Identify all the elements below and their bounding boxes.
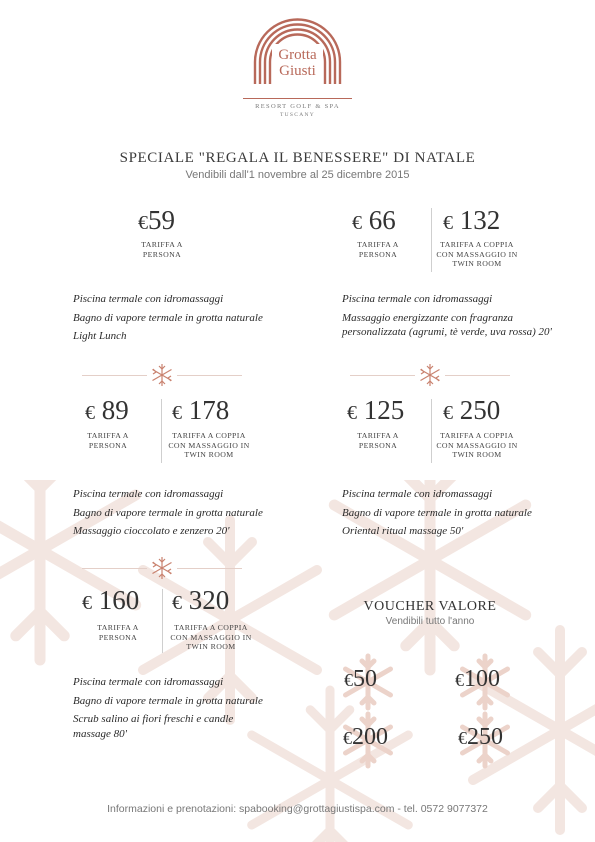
offer-description	[342, 292, 552, 344]
offer-2	[330, 200, 560, 360]
price-label: TARIFFA A PERSONA	[87, 431, 129, 450]
price-per-person: € 125	[347, 395, 405, 425]
offer-item: Piscina termale con idromassaggi	[73, 676, 224, 688]
offer-item: Light Lunch	[73, 330, 127, 342]
offer-4	[330, 395, 560, 555]
offer-description	[73, 487, 283, 543]
price-label: TARIFFA A COPPIA CON MASSAGGIO IN TWIN ROOM	[436, 240, 518, 268]
price-label: TARIFFA A PERSONA	[357, 431, 399, 450]
offer-item: Piscina termale con idromassaggi	[342, 488, 493, 500]
price-couple: € 320	[172, 585, 230, 615]
separator-line	[350, 375, 415, 376]
snowflake-icon	[417, 362, 443, 388]
offer-description	[73, 675, 273, 745]
separator-line	[177, 568, 242, 569]
snowflake-icon	[149, 555, 175, 581]
price-label: TARIFFA A COPPIA CON MASSAGGIO IN TWIN ROOM	[168, 431, 250, 459]
price-label: TARIFFA A PERSONA	[141, 240, 183, 259]
price-label: TARIFFA A PERSONA	[357, 240, 399, 259]
price-divider	[431, 208, 432, 272]
offer-item: Bagno di vapore termale in grotta naturale	[342, 506, 532, 519]
price-couple: € 178	[172, 395, 230, 425]
separator-line	[82, 375, 147, 376]
offer-description	[342, 487, 552, 543]
snowflake-icon	[149, 362, 175, 388]
price-label: TARIFFA A PERSONA	[97, 623, 139, 642]
voucher-subtitle: Vendibili tutto l'anno	[385, 616, 475, 627]
separator-line	[177, 375, 242, 376]
price-label: TARIFFA A COPPIA CON MASSAGGIO IN TWIN ROOM	[170, 623, 252, 651]
separator-line	[445, 375, 510, 376]
offer-item: Piscina termale con idromassaggi	[342, 293, 493, 305]
offer-5	[60, 585, 290, 755]
voucher-title: VOUCHER VALORE	[363, 599, 497, 614]
offer-item: Bagno di vapore termale in grotta naturale	[73, 311, 263, 324]
offer-item: Bagno di vapore termale in grotta naturale	[73, 506, 263, 519]
offer-1	[60, 200, 280, 360]
price-per-person: € 66	[352, 205, 396, 235]
price-label: TARIFFA A COPPIA CON MASSAGGIO IN TWIN ROOM	[436, 431, 518, 459]
price-divider	[161, 399, 162, 463]
price-couple: € 132	[443, 205, 501, 235]
page-title: SPECIALE "REGALA IL BENESSERE" DI NATALE	[119, 150, 476, 166]
brand-location: TUSCANY	[279, 112, 316, 118]
price-divider	[431, 399, 432, 463]
separator-line	[82, 568, 147, 569]
brand-name-line1: Grotta	[278, 47, 317, 63]
offer-item: Piscina termale con idromassaggi	[73, 488, 224, 500]
brand-logo	[247, 16, 348, 116]
offer-item: Massaggio energizzante con fragranza personalizzata (agrumi, tè verde, uva rossa) 20'	[342, 311, 552, 338]
offer-description	[73, 292, 273, 348]
offer-item: Massaggio cioccolato e zenzero 20'	[73, 525, 230, 537]
offer-3	[60, 395, 290, 555]
offer-item: Bagno di vapore termale in grotta naturale	[73, 694, 263, 707]
offer-item: Scrub salino ai fiori freschi e candle massage 80'	[73, 713, 234, 740]
brand-name-line2: Giusti	[279, 63, 316, 79]
voucher-amount[interactable]: €50	[344, 666, 377, 692]
logo-divider	[243, 98, 352, 99]
footer-contact: Informazioni e prenotazioni: spabooking@grottagiustispa.com - tel. 0572 9077372	[107, 803, 488, 815]
voucher-amount[interactable]: €200	[343, 724, 388, 750]
voucher-amount[interactable]: €100	[455, 666, 500, 692]
price-divider	[162, 589, 163, 653]
offer-item: Piscina termale con idromassaggi	[73, 293, 224, 305]
price-per-person: €59	[138, 205, 175, 235]
price-per-person: € 89	[85, 395, 129, 425]
offer-item: Oriental ritual massage 50'	[342, 525, 464, 537]
page-subtitle: Vendibili dall'1 novembre al 25 dicembre 2015	[185, 169, 410, 181]
brand-tagline: RESORT GOLF & SPA	[255, 103, 340, 110]
price-per-person: € 160	[82, 585, 140, 615]
voucher-amount[interactable]: €250	[458, 724, 503, 750]
price-couple: € 250	[443, 395, 501, 425]
